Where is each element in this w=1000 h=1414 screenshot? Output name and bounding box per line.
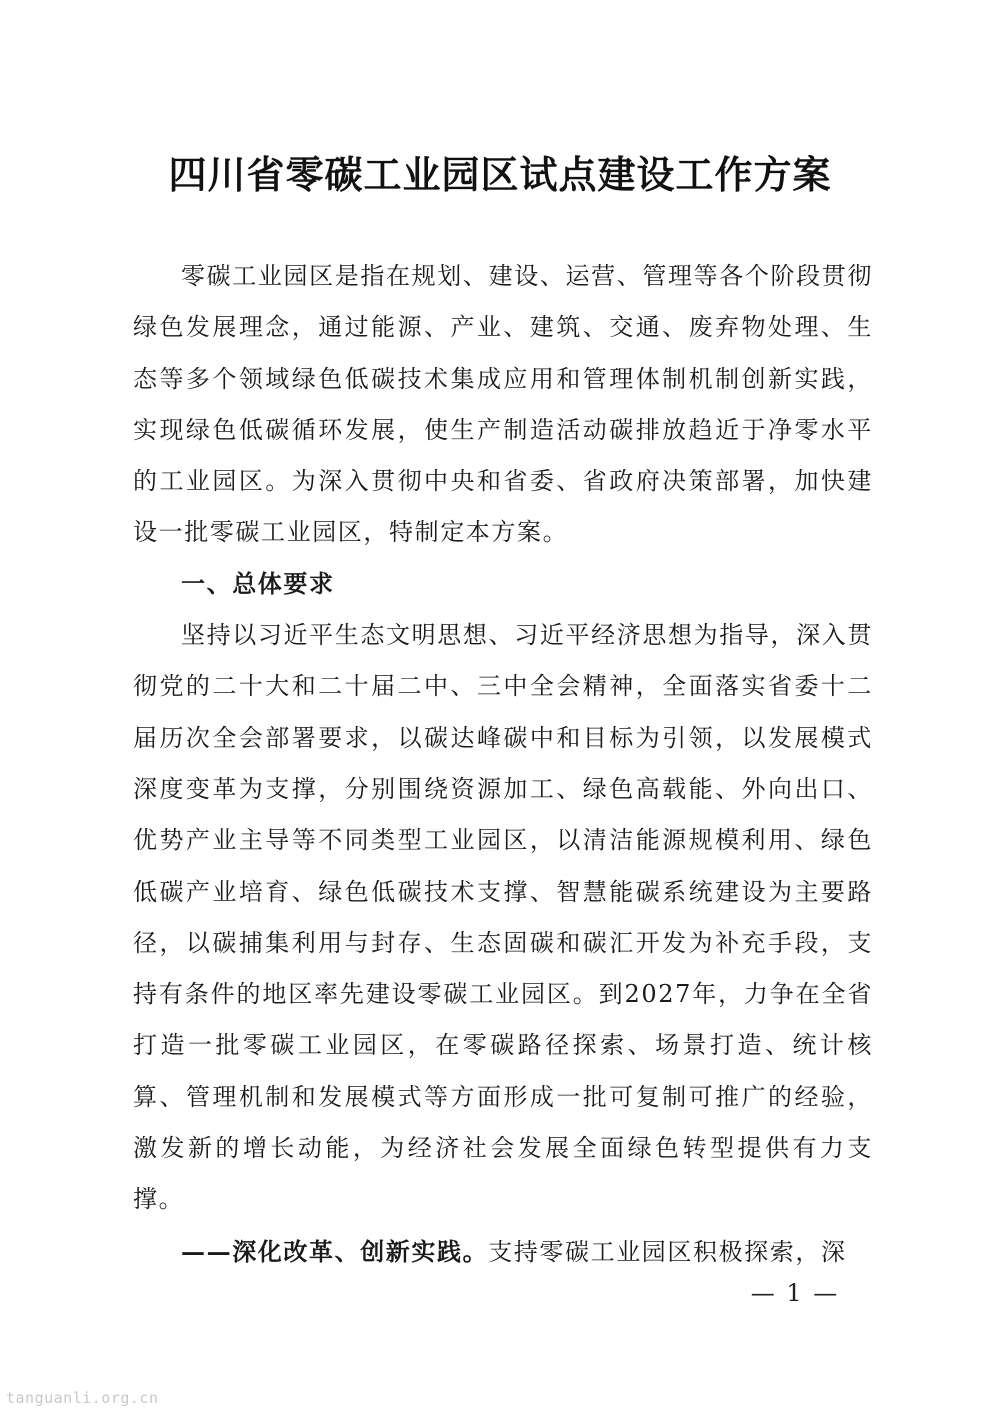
principle-lead: ——深化改革、创新实践。 xyxy=(181,1236,489,1266)
source-watermark: tanguanli.org.cn xyxy=(6,1389,159,1407)
document-body xyxy=(133,251,873,1278)
document-title: 四川省零碳工业园区试点建设工作方案 xyxy=(168,152,832,197)
principle-text: 支持零碳工业园区积极探索，深 xyxy=(488,1237,847,1266)
general-requirements-paragraph: 坚持以习近平生态文明思想、习近平经济思想为指导，深入贯彻党的二十大和二十届二中、三中全会精神，全面落实省委十二届历次全会部署要求，以碳达峰碳中和目标为引领，以发展模式深度变革为支撑，分别围绕资源加工、绿色高载能、外向出口、优势产业主导等不同类型工业园区，以清洁能源规模利用、绿色低碳产业培育、绿色低碳技术支撑、智慧能碳系统建设为主要路径，以碳捕集利用与封存、生态固碳和碳汇开发为补充手段，支持有条件的地区率先建设零碳工业园区。到2027年，力争在全省打造一批零碳工业园区，在零碳路径探索、场景打造、统计核算、管理机制和发展模式等方面形成一批可复制可推广的经验，激发新的增长动能，为经济社会发展全面绿色转型提供有力支撑。 xyxy=(133,621,873,1214)
principle-paragraph xyxy=(133,1226,873,1278)
page-number: — 1 — xyxy=(750,1279,840,1307)
section-heading-general-requirements: 一、总体要求 xyxy=(181,569,335,598)
intro-paragraph: 零碳工业园区是指在规划、建设、运营、管理等各个阶段贯彻绿色发展理念，通过能源、产业、建筑、交通、废弃物处理、生态等多个领域绿色低碳技术集成应用和管理体制机制创新实践，实现绿色低碳循环发展，使生产制造活动碳排放趋近于净零水平的工业园区。为深入贯彻中央和省委、省政府决策部署，加快建设一批零碳工业园区，特制定本方案。 xyxy=(133,262,873,547)
